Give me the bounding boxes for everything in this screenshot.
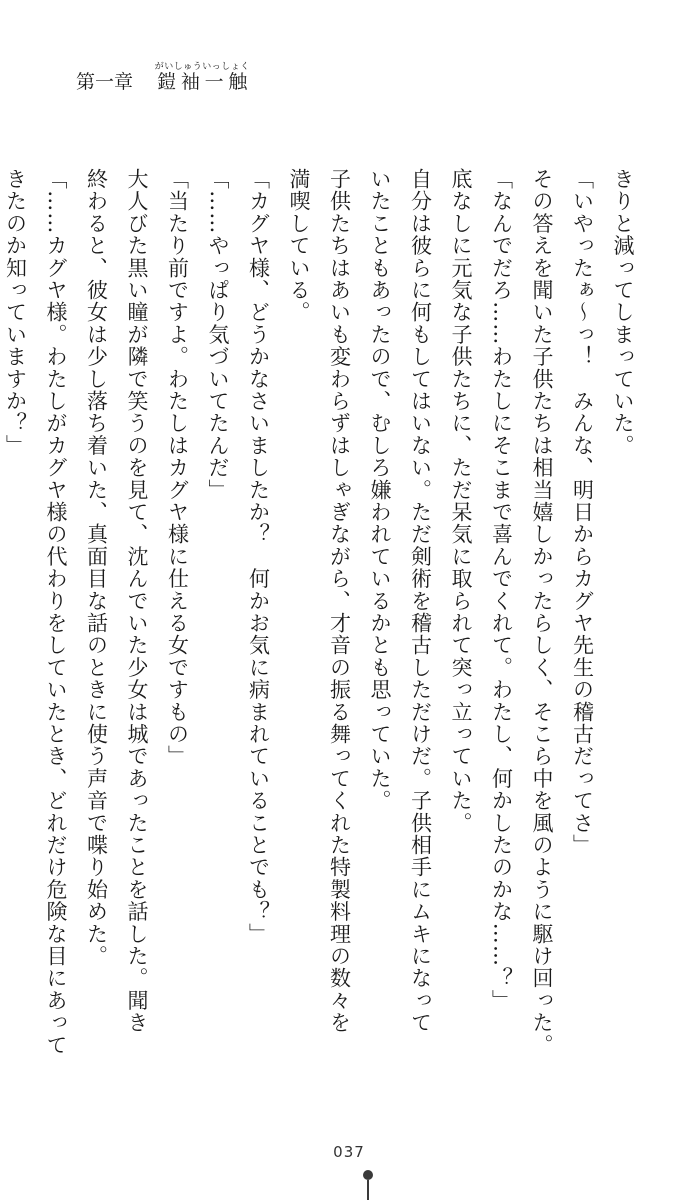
text-line: その答えを聞いた子供たちは相当嬉しかったらしく、そこら中を風のように駆け回った。	[530, 168, 554, 1056]
text-line: 「……カグヤ様。わたしがカグヤ様の代わりをしていたとき、どれだけ危険な目にあって	[44, 168, 68, 1056]
folio-line-ornament	[367, 1180, 369, 1200]
text-line: きたのか知っていますか？」	[3, 168, 28, 457]
text-line: 子供たちはあいも変わらずはしゃぎながら、才音の振る舞ってくれた特製料理の数々を	[327, 168, 352, 1034]
chapter-label: 第一章	[76, 71, 134, 93]
folio-dot-ornament	[363, 1170, 373, 1180]
text-line: 「当たり前ですよ。わたしはカグヤ様に仕える女ですもの」	[165, 168, 190, 768]
text-line: 満喫している。	[287, 168, 311, 324]
text-line: 「いやったぁ～っ！ みんな、明日からカグヤ先生の稽古だってさ」	[570, 168, 595, 857]
text-line: 「なんでだろ……わたしにそこまで喜んでくれて。わたし、何かしたのかな……？」	[489, 168, 514, 1012]
text-line: 「カグヤ様、どうかなさいましたか？ 何かお気に病まれていることでも？」	[246, 168, 271, 945]
text-line: 「……やっぱり気づいてたんだ」	[206, 168, 230, 501]
page-number: 037	[333, 1143, 365, 1161]
running-header	[76, 62, 250, 94]
text-line: 自分は彼らに何もしてはいない。ただ剣術を稽古しただけだ。子供相手にムキになって	[408, 168, 433, 1034]
text-line: いたこともあったので、むしろ嫌われているかとも思っていた。	[368, 168, 392, 812]
text-line: きりと減ってしまっていた。	[611, 168, 635, 457]
vertical-body-text	[0, 168, 643, 1056]
chapter-title	[154, 62, 250, 93]
text-line: 終わると、彼女は少し落ち着いた、真面目な話のときに使う声音で喋り始めた。	[84, 168, 109, 968]
chapter-title-ruby: がいしゅういっしょく	[154, 62, 250, 72]
text-line: 底なしに元気な子供たちに、ただ呆気に取られて突っ立っていた。	[449, 168, 473, 834]
chapter-title-text: 鎧袖一触	[154, 71, 250, 93]
text-line: 大人びた黒い瞳が隣で笑うのを見て、沈んでいた少女は城であったことを話した。聞き	[125, 168, 149, 1034]
